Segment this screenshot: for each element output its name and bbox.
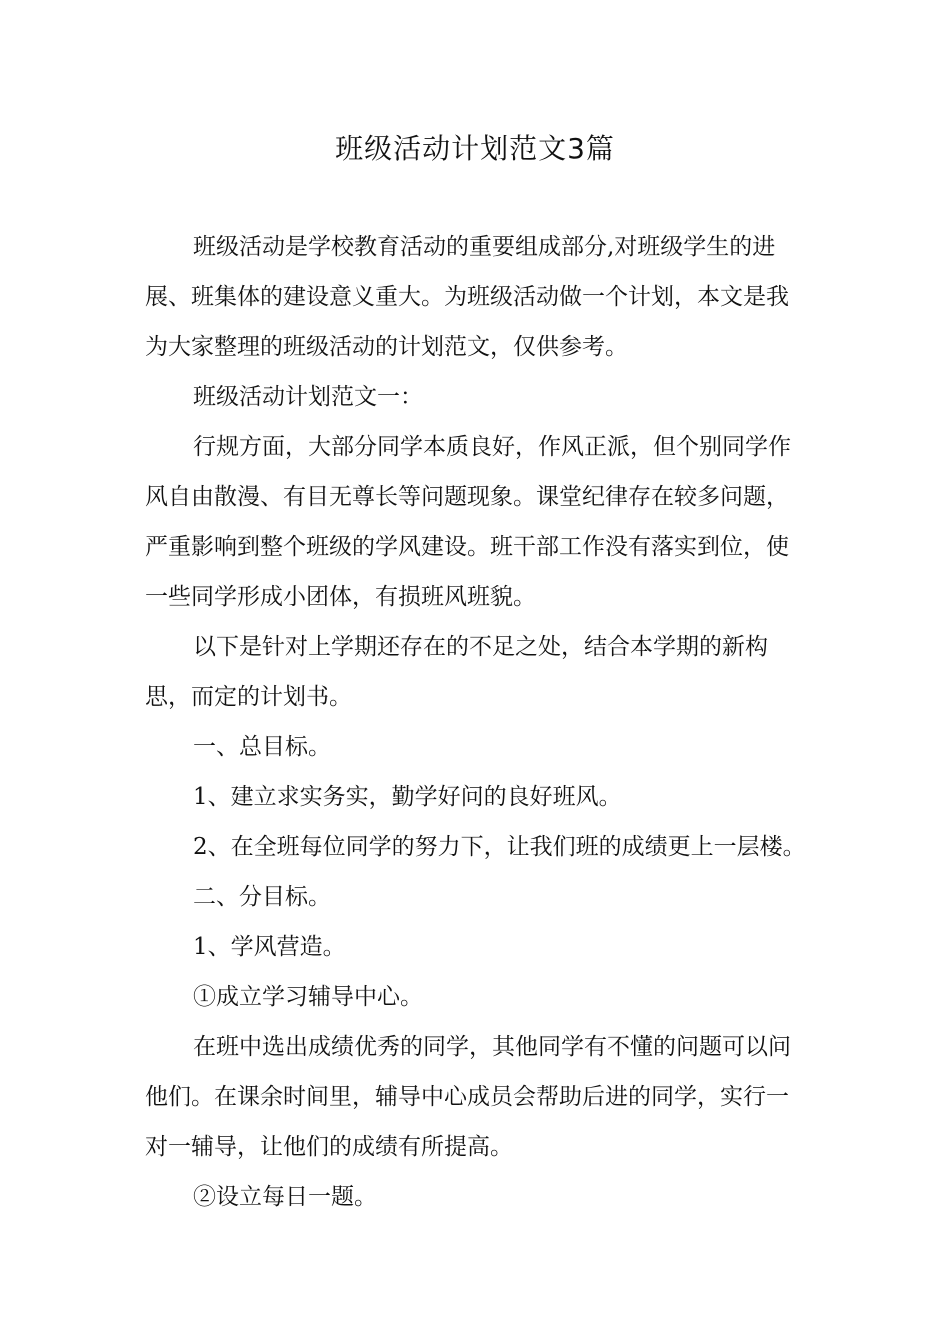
paragraph: 班级活动是学校教育活动的重要组成部分,对班级学生的进展、班集体的建设意义重大。为班级活动做一个计划，本文是我为大家整理的班级活动的计划范文，仅供参考。 — [145, 234, 789, 360]
paragraph: 二、分目标。 — [193, 884, 331, 910]
paragraph: 班级活动计划范文一： — [193, 384, 423, 410]
paragraph: ②设立每日一题。 — [193, 1184, 377, 1210]
document-body — [145, 222, 810, 1222]
paragraph: 以下是针对上学期还存在的不足之处，结合本学期的新构思，而定的计划书。 — [145, 634, 768, 710]
paragraph: ①成立学习辅导中心。 — [193, 984, 423, 1010]
paragraph: 1、建立求实务实，勤学好问的良好班风。 — [193, 784, 622, 810]
paragraph: 2、在全班每位同学的努力下，让我们班的成绩更上一层楼。 — [193, 834, 806, 860]
paragraph: 1、学风营造。 — [193, 934, 346, 960]
paragraph: 在班中选出成绩优秀的同学，其他同学有不懂的问题可以问他们。在课余时间里，辅导中心成员会帮助后进的同学，实行一对一辅导，让他们的成绩有所提高。 — [145, 1034, 791, 1160]
document-title: 班级活动计划范文3篇 — [335, 132, 615, 165]
paragraph: 一、总目标。 — [193, 734, 331, 760]
paragraph: 行规方面，大部分同学本质良好，作风正派，但个别同学作风自由散漫、有目无尊长等问题现象。课堂纪律存在较多问题，严重影响到整个班级的学风建设。班干部工作没有落实到位，使一些同学形成小团体，有损班风班貌。 — [145, 434, 791, 610]
